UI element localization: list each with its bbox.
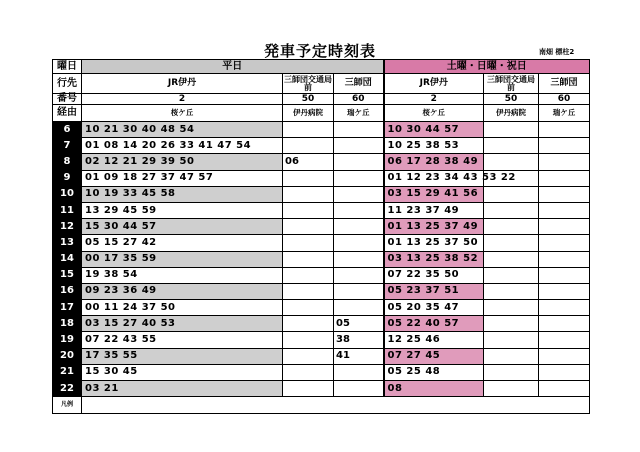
hour-row	[53, 381, 590, 397]
weekend-sanshidan-kotsukyoku-times	[484, 381, 539, 397]
weekend-sanshidan-kotsukyoku-times	[484, 283, 539, 299]
weekday-sanshidan-times: 41	[334, 348, 384, 364]
dest-label: 行先	[53, 74, 82, 94]
hour-cell: 19	[53, 332, 82, 348]
hour-row	[53, 364, 590, 380]
weekday-sanshidan-kotsukyoku-times	[283, 202, 334, 218]
weekday-jr-itami-times: 10 21 30 40 48 54	[82, 122, 283, 138]
legend-label: 凡例	[53, 397, 82, 414]
weekday-jr-itami-times: 09 23 36 49	[82, 283, 283, 299]
hour-row	[53, 283, 590, 299]
weekend-jr-itami-times: 10 25 38 53	[384, 138, 484, 154]
weekend-sanshidan-times	[539, 364, 590, 380]
weekday-sanshidan-times: 38	[334, 332, 384, 348]
weekend-via-itami-hospital: 伊丹病院	[484, 105, 539, 122]
weekend-sanshidan-times	[539, 316, 590, 332]
weekend-sanshidan-times	[539, 122, 590, 138]
hour-cell: 16	[53, 283, 82, 299]
page-title: 発車予定時刻表	[263, 42, 376, 60]
weekend-sanshidan-times	[539, 138, 590, 154]
weekend-sanshidan-kotsukyoku-times	[484, 138, 539, 154]
hour-cell: 10	[53, 186, 82, 202]
weekday-jr-itami-times: 15 30 44 57	[82, 219, 283, 235]
hour-cell: 14	[53, 251, 82, 267]
day-label: 曜日	[53, 60, 82, 74]
weekend-sanshidan-times	[539, 300, 590, 316]
weekend-jr-itami-times: 03 13 25 38 52	[384, 251, 484, 267]
weekend-via-sakuragaoka: 桜ケ丘	[384, 105, 484, 122]
weekend-sanshidan-kotsukyoku-times	[484, 251, 539, 267]
weekday-sanshidan-times	[334, 186, 384, 202]
weekend-sanshidan-kotsukyoku-times	[484, 219, 539, 235]
weekday-sanshidan-kotsukyoku-times	[283, 235, 334, 251]
weekday-sanshidan-kotsukyoku-times	[283, 170, 334, 186]
weekday-jr-itami-times: 01 09 18 27 37 47 57	[82, 170, 283, 186]
weekday-sanshidan-kotsukyoku-times	[283, 122, 334, 138]
weekend-jr-itami-times: 01 13 25 37 50	[384, 235, 484, 251]
weekday-sanshidan-kotsukyoku-times	[283, 348, 334, 364]
hour-row	[53, 300, 590, 316]
weekday-sanshidan-kotsukyoku-times	[283, 300, 334, 316]
weekend-route-60: 60	[539, 94, 590, 105]
weekday-jr-itami-times: 07 22 43 55	[82, 332, 283, 348]
weekday-sanshidan-kotsukyoku-times: 06	[283, 154, 334, 170]
weekday-sanshidan-kotsukyoku-times	[283, 138, 334, 154]
weekend-sanshidan-times	[539, 170, 590, 186]
weekday-dest-jr-itami: JR伊丹	[82, 74, 283, 94]
weekday-sanshidan-times	[334, 219, 384, 235]
weekday-jr-itami-times: 03 21	[82, 381, 283, 397]
weekend-jr-itami-times: 05 20 35 47	[384, 300, 484, 316]
weekend-sanshidan-times	[539, 219, 590, 235]
stop-name: 南畑 標柱2	[539, 48, 575, 56]
weekday-header: 平日	[82, 60, 384, 74]
weekday-jr-itami-times: 10 19 33 45 58	[82, 186, 283, 202]
weekend-sanshidan-kotsukyoku-times	[484, 267, 539, 283]
weekday-sanshidan-kotsukyoku-times	[283, 283, 334, 299]
timetable	[52, 59, 590, 414]
weekday-jr-itami-times: 13 29 45 59	[82, 202, 283, 218]
weekday-route-60: 60	[334, 94, 384, 105]
weekend-jr-itami-times: 08	[384, 381, 484, 397]
hour-cell: 6	[53, 122, 82, 138]
weekday-sanshidan-times	[334, 154, 384, 170]
weekend-jr-itami-times: 01 13 25 37 49	[384, 219, 484, 235]
hour-row	[53, 186, 590, 202]
weekday-jr-itami-times: 19 38 54	[82, 267, 283, 283]
hour-row	[53, 267, 590, 283]
weekday-sanshidan-times	[334, 300, 384, 316]
weekend-jr-itami-times: 05 23 37 51	[384, 283, 484, 299]
weekend-sanshidan-kotsukyoku-times	[484, 316, 539, 332]
weekend-sanshidan-times	[539, 251, 590, 267]
weekend-jr-itami-times: 03 15 29 41 56	[384, 186, 484, 202]
hour-row	[53, 154, 590, 170]
weekend-dest-sanshidan: 三師団	[539, 74, 590, 94]
weekday-sanshidan-kotsukyoku-times	[283, 381, 334, 397]
weekend-sanshidan-kotsukyoku-times	[484, 122, 539, 138]
weekday-sanshidan-kotsukyoku-times	[283, 316, 334, 332]
weekend-header: 土曜・日曜・祝日	[384, 60, 590, 74]
weekend-sanshidan-kotsukyoku-times	[484, 186, 539, 202]
weekend-route-2: 2	[384, 94, 484, 105]
weekday-dest-sanshidan-kotsukyoku: 三師団交通局前	[284, 74, 332, 92]
weekday-sanshidan-times	[334, 202, 384, 218]
weekend-via-mizugaoka: 瑞ケ丘	[539, 105, 590, 122]
weekend-jr-itami-times: 05 25 48	[384, 364, 484, 380]
hour-cell: 17	[53, 300, 82, 316]
weekend-jr-itami-times: 07 27 45	[384, 348, 484, 364]
weekday-sanshidan-times	[334, 267, 384, 283]
hour-row	[53, 138, 590, 154]
weekday-jr-itami-times: 01 08 14 20 26 33 41 47 54	[82, 138, 283, 154]
weekend-sanshidan-kotsukyoku-times	[484, 332, 539, 348]
weekend-jr-itami-times: 11 23 37 49	[384, 202, 484, 218]
hour-row	[53, 251, 590, 267]
weekday-sanshidan-times	[334, 138, 384, 154]
weekday-sanshidan-times	[334, 381, 384, 397]
weekday-sanshidan-times: 05	[334, 316, 384, 332]
hour-cell: 22	[53, 381, 82, 397]
weekday-sanshidan-kotsukyoku-times	[283, 219, 334, 235]
hour-row	[53, 348, 590, 364]
hour-cell: 20	[53, 348, 82, 364]
weekend-sanshidan-kotsukyoku-times	[484, 348, 539, 364]
weekend-sanshidan-kotsukyoku-times	[484, 154, 539, 170]
weekend-sanshidan-times	[539, 332, 590, 348]
weekday-route-2: 2	[82, 94, 283, 105]
hour-cell: 9	[53, 170, 82, 186]
weekday-route-50: 50	[283, 94, 334, 105]
weekday-dest-sanshidan: 三師団	[334, 74, 384, 94]
route-label: 番号	[53, 94, 82, 105]
hour-cell: 12	[53, 219, 82, 235]
weekend-jr-itami-times: 06 17 28 38 49	[384, 154, 484, 170]
weekend-jr-itami-times: 01 12 23 34 43 53 22	[384, 170, 484, 186]
hour-cell: 21	[53, 364, 82, 380]
weekday-jr-itami-times: 00 17 35 59	[82, 251, 283, 267]
weekend-sanshidan-times	[539, 154, 590, 170]
weekend-sanshidan-times	[539, 348, 590, 364]
hour-row	[53, 235, 590, 251]
weekday-sanshidan-kotsukyoku-times	[283, 186, 334, 202]
weekday-jr-itami-times: 05 15 27 42	[82, 235, 283, 251]
weekend-sanshidan-times	[539, 267, 590, 283]
weekend-sanshidan-times	[539, 381, 590, 397]
weekend-sanshidan-kotsukyoku-times	[484, 235, 539, 251]
weekend-sanshidan-kotsukyoku-times	[484, 364, 539, 380]
hour-row	[53, 219, 590, 235]
weekend-sanshidan-kotsukyoku-times	[484, 300, 539, 316]
hour-cell: 7	[53, 138, 82, 154]
weekday-via-itami-hospital: 伊丹病院	[283, 105, 334, 122]
weekend-sanshidan-times	[539, 202, 590, 218]
weekend-jr-itami-times: 07 22 35 50	[384, 267, 484, 283]
legend-content	[82, 397, 590, 414]
weekend-dest-jr-itami: JR伊丹	[384, 74, 484, 94]
weekday-sanshidan-kotsukyoku-times	[283, 267, 334, 283]
hour-cell: 18	[53, 316, 82, 332]
weekday-jr-itami-times: 17 35 55	[82, 348, 283, 364]
weekend-dest-sanshidan-kotsukyoku: 三師団交通局前	[484, 74, 539, 94]
weekday-sanshidan-times	[334, 364, 384, 380]
hour-row	[53, 202, 590, 218]
weekday-sanshidan-kotsukyoku-times	[283, 364, 334, 380]
hour-cell: 8	[53, 154, 82, 170]
weekend-sanshidan-times	[539, 283, 590, 299]
weekend-jr-itami-times: 10 30 44 57	[384, 122, 484, 138]
weekday-sanshidan-times	[334, 170, 384, 186]
weekend-sanshidan-times	[539, 235, 590, 251]
weekday-sanshidan-times	[334, 283, 384, 299]
weekend-sanshidan-kotsukyoku-times	[484, 202, 539, 218]
weekday-jr-itami-times: 15 30 45	[82, 364, 283, 380]
weekday-jr-itami-times: 00 11 24 37 50	[82, 300, 283, 316]
legend-row	[53, 397, 590, 414]
weekday-via-mizugaoka: 瑞ケ丘	[334, 105, 384, 122]
weekday-sanshidan-times	[334, 235, 384, 251]
hour-row	[53, 332, 590, 348]
hour-cell: 15	[53, 267, 82, 283]
weekend-route-50: 50	[484, 94, 539, 105]
via-label: 経由	[53, 105, 82, 122]
hour-cell: 11	[53, 202, 82, 218]
hour-row	[53, 122, 590, 138]
weekend-jr-itami-times: 05 22 40 57	[384, 316, 484, 332]
weekday-sanshidan-times	[334, 251, 384, 267]
weekend-jr-itami-times: 12 25 46	[384, 332, 484, 348]
weekday-jr-itami-times: 03 15 27 40 53	[82, 316, 283, 332]
weekday-sanshidan-kotsukyoku-times	[283, 332, 334, 348]
hour-row	[53, 170, 590, 186]
hour-cell: 13	[53, 235, 82, 251]
hour-row	[53, 316, 590, 332]
weekend-sanshidan-times	[539, 186, 590, 202]
weekday-jr-itami-times: 02 12 21 29 39 50	[82, 154, 283, 170]
weekday-sanshidan-kotsukyoku-times	[283, 251, 334, 267]
weekday-sanshidan-times	[334, 122, 384, 138]
weekday-via-sakuragaoka: 桜ケ丘	[82, 105, 283, 122]
